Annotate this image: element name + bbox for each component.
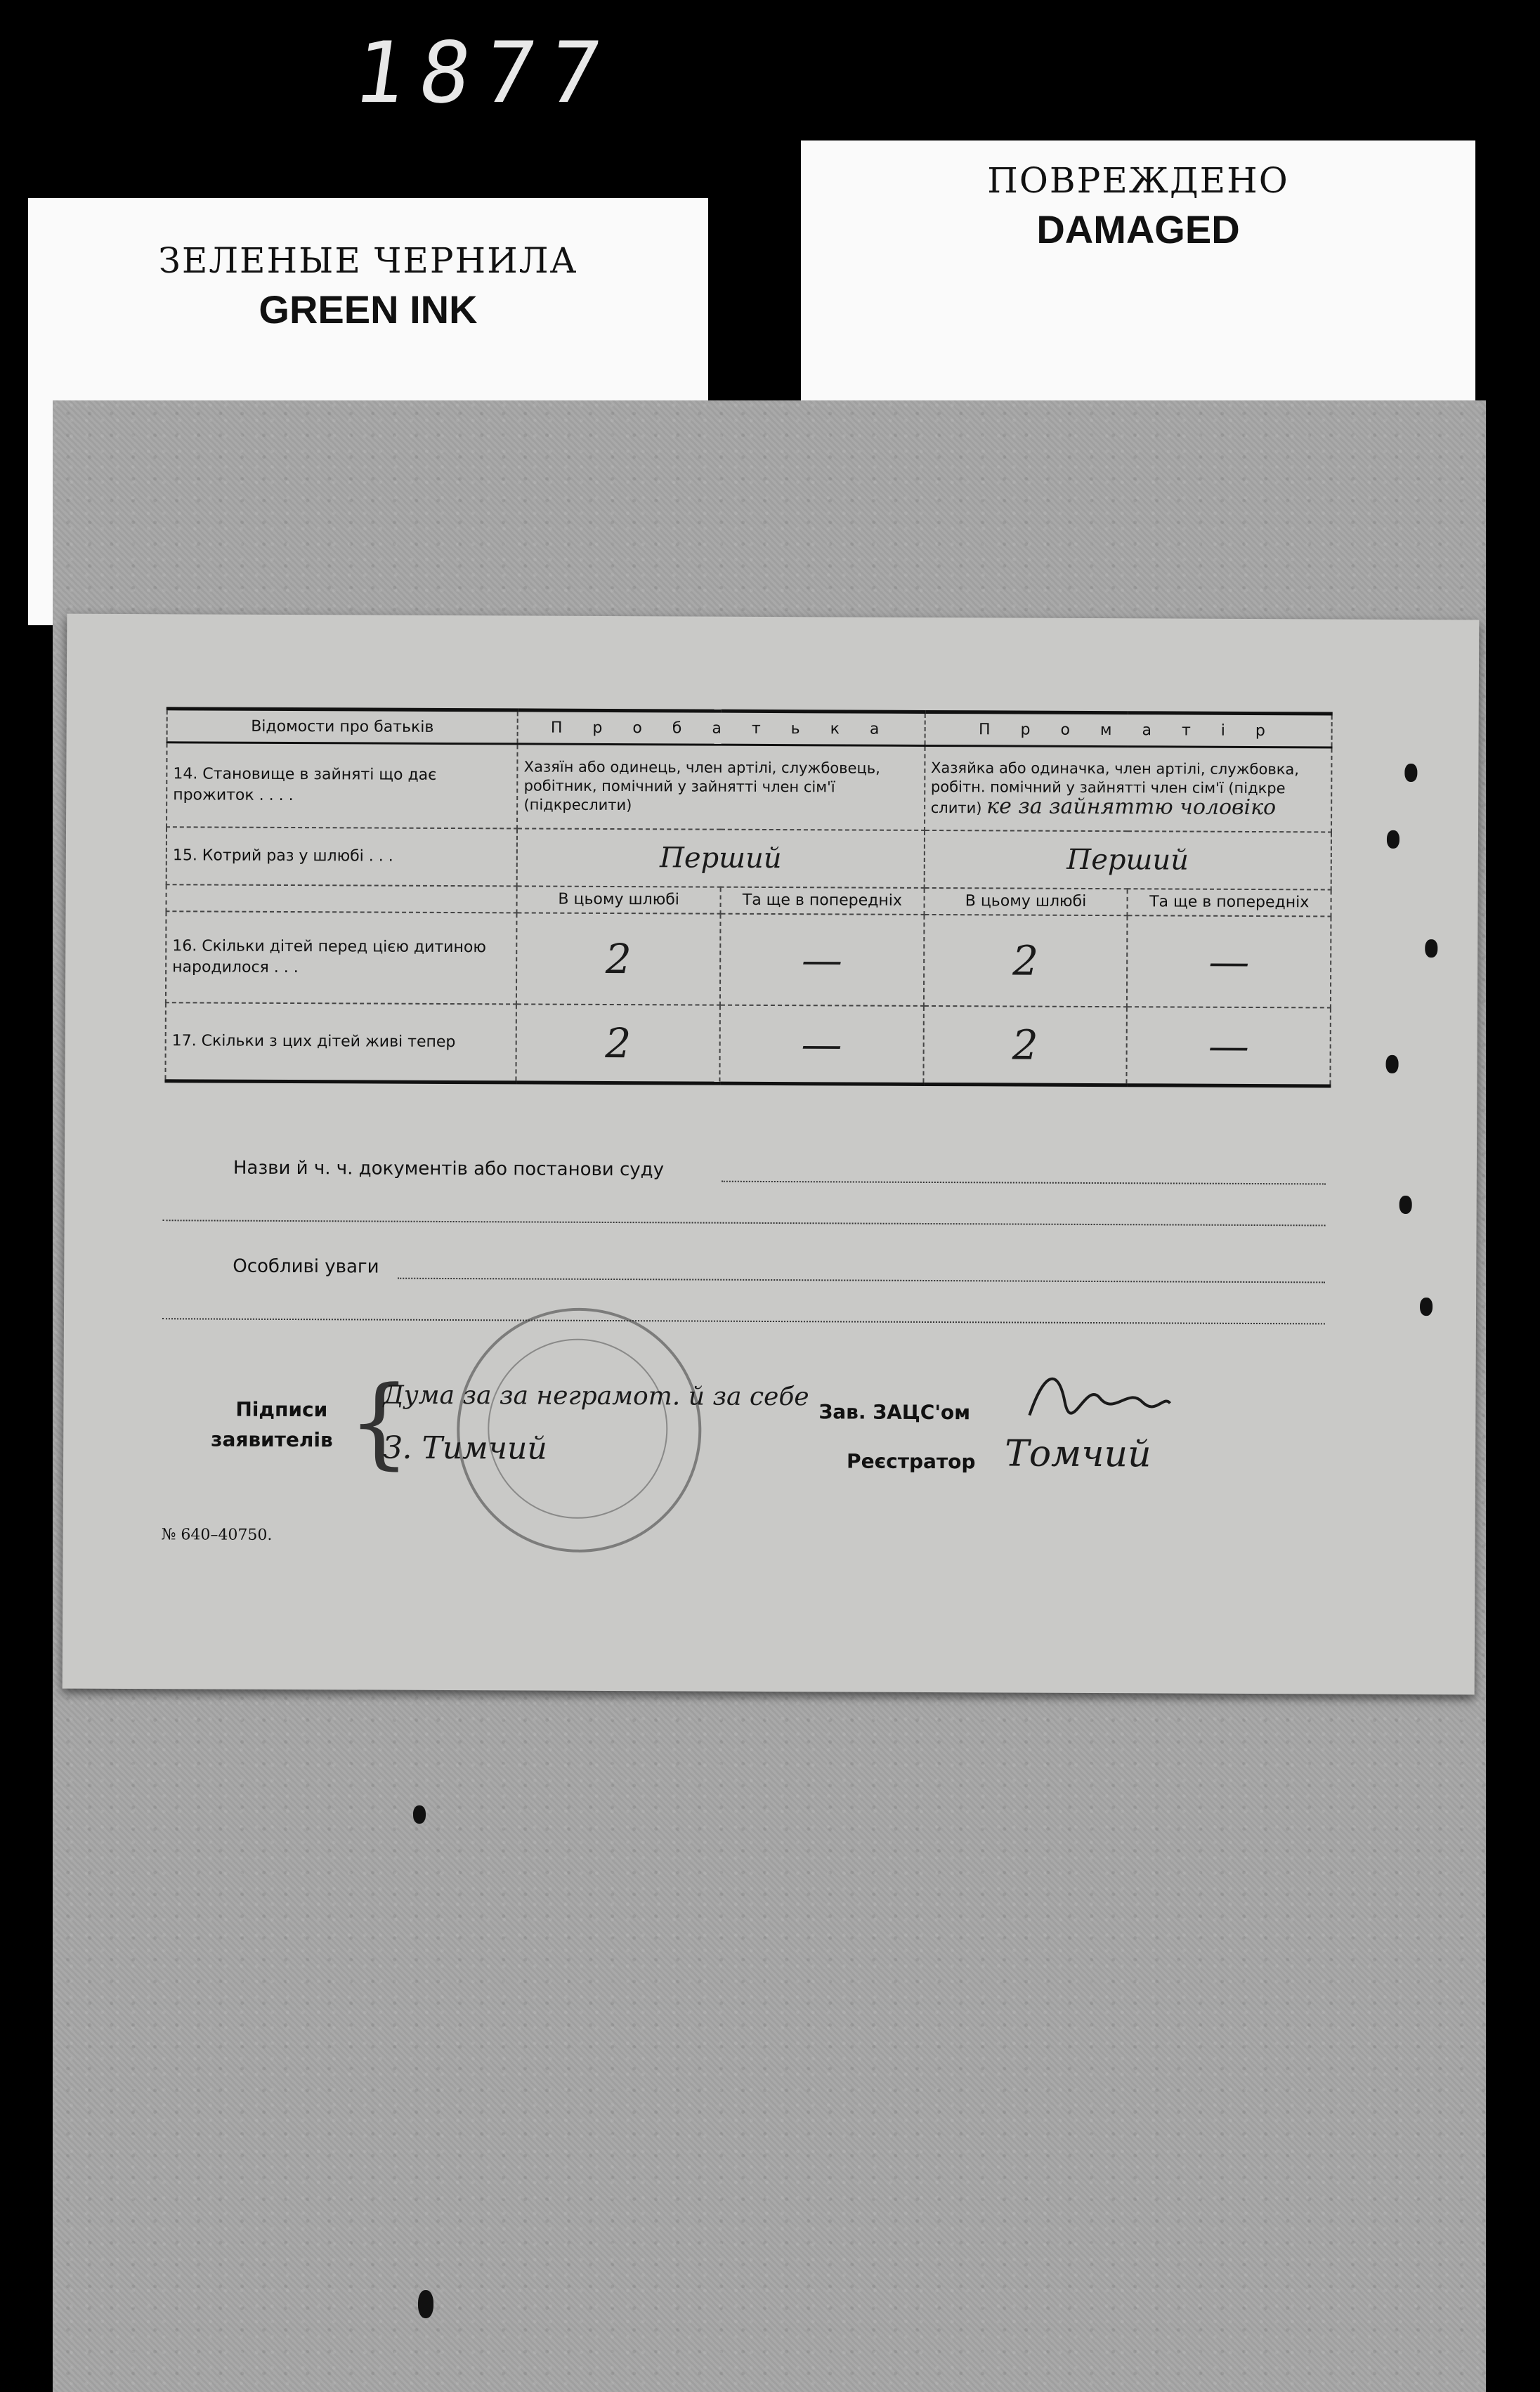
father-this-marriage-header: В цьому шлюбі <box>517 886 721 913</box>
punch-hole <box>1404 764 1417 782</box>
documents-line <box>722 1181 1326 1185</box>
punch-hole <box>1386 1055 1399 1073</box>
mother-occupation-options <box>925 745 1332 832</box>
q16-father-prev: — <box>720 913 924 1005</box>
punch-hole <box>1420 1298 1433 1316</box>
remarks-label: Особливі уваги <box>233 1255 379 1278</box>
punch-hole <box>1387 830 1399 849</box>
table-row <box>167 827 1331 889</box>
documents-line-2 <box>163 1220 1326 1226</box>
question-15: 15. Котрий раз у шлюбі . . . <box>167 827 518 886</box>
applicant-signature-line1: Дума за за неграмот. й за себе <box>383 1380 809 1412</box>
remarks-line-2 <box>162 1318 1325 1324</box>
applicants-label-line1: Підписи <box>235 1397 328 1422</box>
applicants-label-line2: заявителів <box>211 1427 333 1452</box>
mother-occupation-text: Хазяйка або одиначка, член артілі, службовка, робітн. помічний у зайнятті член сім'ї (підкре слити) <box>930 759 1300 817</box>
question-14: 14. Становище в зайняті що дає прожиток . . . . <box>167 743 518 828</box>
mother-previous-header: Та ще в попередніх <box>1128 889 1331 916</box>
q16-mother-this: 2 <box>924 914 1128 1006</box>
mother-occupation-handwriting: ке за зайняттю чоловіко <box>986 794 1277 820</box>
q17-father-this: 2 <box>516 1004 720 1083</box>
applicant-signature-line2: З. Тимчий <box>383 1430 547 1467</box>
damaged-en: DAMAGED <box>1036 207 1240 251</box>
question-17: 17. Скільки з цих дітей живі тепер <box>165 1002 516 1083</box>
green-ink-en: GREEN INK <box>259 287 478 332</box>
registrar-label: Реєстратор <box>847 1449 976 1474</box>
ink-spot <box>418 2290 433 2318</box>
empty-cell <box>167 884 517 913</box>
q17-mother-this: 2 <box>923 1005 1127 1085</box>
damaged-label-card <box>801 140 1475 421</box>
punch-hole <box>1399 1196 1412 1214</box>
mother-this-marriage-header: В цьому шлюбі <box>924 887 1128 915</box>
form-sheet <box>63 614 1480 1695</box>
punch-hole <box>1425 939 1437 958</box>
form-number: № 640–40750. <box>161 1526 273 1544</box>
table-header-row <box>167 709 1332 747</box>
father-previous-header: Та ще в попередніх <box>720 887 924 914</box>
zags-head-label: Зав. ЗАЦС'ом <box>818 1400 971 1425</box>
q17-mother-prev: — <box>1127 1007 1331 1086</box>
zags-head-signature <box>1022 1359 1177 1430</box>
table-row <box>165 1002 1330 1086</box>
header-parents-info: Відомости про батьків <box>167 709 518 744</box>
mother-marriage-count: Перший <box>924 830 1331 889</box>
question-16: 16. Скільки дітей перед цією дитиною народилося . . . <box>166 911 517 1004</box>
frame-number: 1877 <box>348 25 621 122</box>
q16-mother-prev: — <box>1127 915 1331 1007</box>
parents-info-table <box>164 707 1332 1087</box>
father-marriage-count: Перший <box>517 828 925 888</box>
brace-glyph: { <box>347 1365 411 1480</box>
remarks-line <box>398 1278 1325 1283</box>
table-row <box>166 911 1331 1007</box>
damaged-ru: ПОВРЕЖДЕНО <box>987 160 1289 201</box>
table-row <box>167 743 1332 832</box>
registrar-signature: Томчий <box>1005 1432 1151 1476</box>
ink-spot <box>413 1805 426 1824</box>
header-father: П р о б а т ь к а <box>518 710 925 746</box>
documents-label: Назви й ч. ч. документів або постанови суду <box>233 1157 665 1181</box>
header-mother: П р о м а т і р <box>925 712 1332 747</box>
father-occupation-options: Хазяїн або одинець, член артілі, службовець, робітник, помічний у зайнятті член сім'ї (підкреслити) <box>517 744 925 830</box>
q16-father-this: 2 <box>516 913 720 1005</box>
green-ink-ru: ЗЕЛЕНЫЕ ЧЕРНИЛА <box>158 240 578 281</box>
q17-father-prev: — <box>719 1005 923 1084</box>
